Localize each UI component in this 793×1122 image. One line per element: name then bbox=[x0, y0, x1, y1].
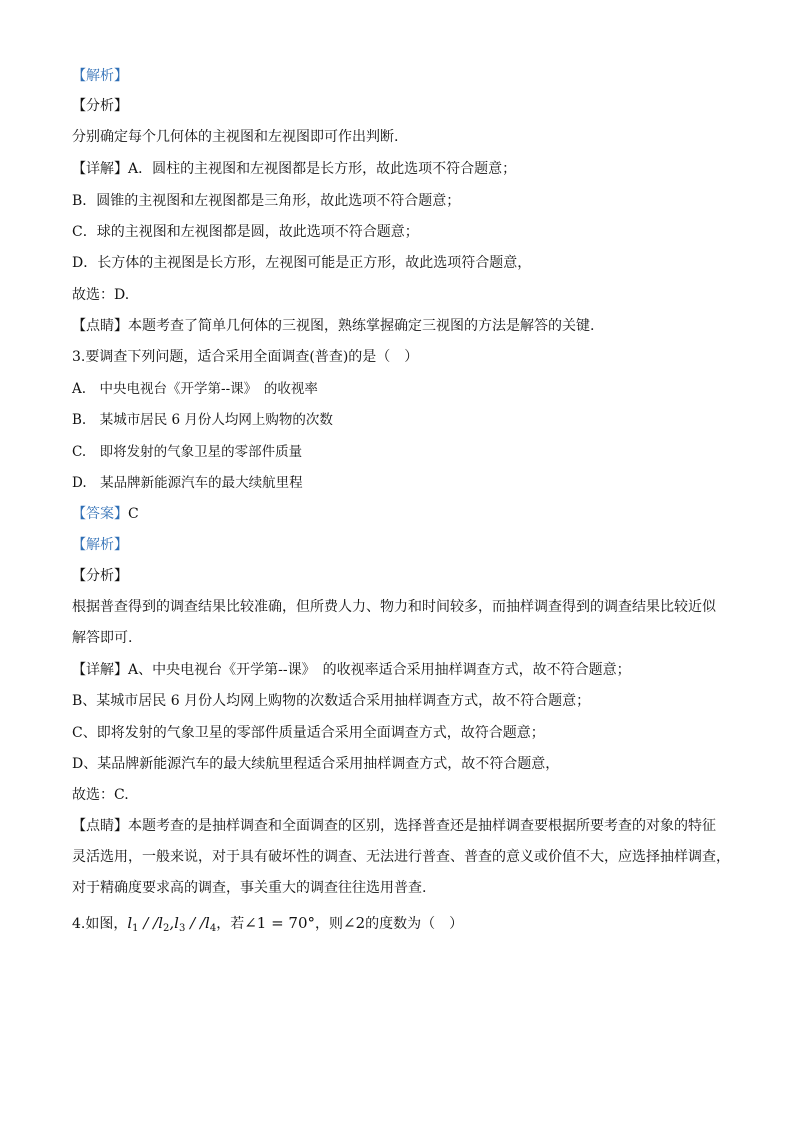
text-line: 故选：D. bbox=[72, 287, 130, 303]
text-line: B、某城市居民 6 月份人均网上购物的次数适合采用抽样调查方式，故不符合题意； bbox=[72, 693, 591, 709]
q4-angle-1: ∠1 = 70° bbox=[244, 914, 316, 932]
q4-angle-2: ∠2 bbox=[343, 914, 366, 932]
option-c: C. 即将发射的气象卫星的零部件质量 bbox=[72, 444, 303, 460]
text-line: D．长方体的主视图是长方形，左视图可能是正方形，故此选项符合题意， bbox=[72, 255, 532, 271]
q4-comma: , bbox=[169, 914, 175, 932]
q4-prefix: 4.如图， bbox=[72, 916, 128, 932]
section-heading: 【分析】 bbox=[72, 98, 128, 114]
analysis-heading: 【解析】 bbox=[72, 537, 128, 553]
q4-l1: $l_1$ bbox=[127, 914, 139, 934]
text-line: 【详解】A、中央电视台《开学第--课》 的收视率适合采用抽样调查方式，故不符合题意； bbox=[72, 662, 631, 678]
q4-l4: $l_4$ bbox=[205, 914, 217, 934]
text-line: 故选：C. bbox=[72, 787, 129, 803]
question-3: 3.要调查下列问题，适合采用全面调查(普查)的是（ ） bbox=[72, 349, 419, 365]
text-line: 分别确定每个几何体的主视图和左视图即可作出判断. bbox=[72, 129, 399, 145]
option-b: B. 某城市居民 6 月份人均网上购物的次数 bbox=[72, 412, 333, 428]
text-line: B．圆锥的主视图和左视图都是三角形，故此选项不符合题意； bbox=[72, 193, 461, 209]
text-line: 根据普查得到的调查结果比较准确，但所费人力、物力和时间较多，而抽样调查得到的调查结果比较近似 bbox=[72, 599, 716, 615]
q4-l3: $l_3$ bbox=[174, 914, 186, 934]
question-4 bbox=[72, 914, 732, 938]
q4-cond-prefix: ，若 bbox=[216, 916, 245, 932]
q4-cond-mid: ，则 bbox=[315, 916, 344, 932]
option-d: D. 某品牌新能源汽车的最大续航里程 bbox=[72, 475, 303, 491]
answer-line bbox=[72, 505, 732, 523]
answer-label: 【答案】 bbox=[72, 506, 128, 522]
answer-value: C bbox=[128, 506, 139, 522]
text-line: 【点睛】本题考查了简单几何体的三视图，熟练掌握确定三视图的方法是解答的关键. bbox=[72, 318, 595, 334]
analysis-heading: 【解析】 bbox=[72, 68, 128, 84]
text-line: 【点睛】本题考查的是抽样调查和全面调查的区别，选择普查还是抽样调查要根据所要考查的对象的特征 bbox=[72, 818, 716, 834]
q4-suffix: 的度数为（ ） bbox=[365, 916, 464, 932]
text-line: C．球的主视图和左视图都是圆，故此选项不符合题意； bbox=[72, 224, 419, 240]
q4-l2: $l_2$ bbox=[158, 914, 170, 934]
option-a: A. 中央电视台《开学第--课》 的收视率 bbox=[72, 381, 318, 397]
q4-parallel-1: / / bbox=[138, 914, 159, 932]
text-line: 【详解】A．圆柱的主视图和左视图都是长方形，故此选项不符合题意； bbox=[72, 161, 517, 177]
text-line: 对于精确度要求高的调查，事关重大的调查往往选用普查. bbox=[72, 880, 427, 896]
text-line: D、某品牌新能源汽车的最大续航里程适合采用抽样调查方式，故不符合题意， bbox=[72, 756, 560, 772]
text-line: 解答即可. bbox=[72, 630, 133, 646]
text-line: 灵活选用，一般来说，对于具有破坏性的调查、无法进行普查、普查的意义或价值不大，应选择抽样调查， bbox=[72, 849, 730, 865]
q4-parallel-2: / / bbox=[185, 914, 206, 932]
text-line: C、即将发射的气象卫星的零部件质量适合采用全面调查方式，故符合题意； bbox=[72, 725, 545, 741]
section-heading: 【分析】 bbox=[72, 568, 128, 584]
